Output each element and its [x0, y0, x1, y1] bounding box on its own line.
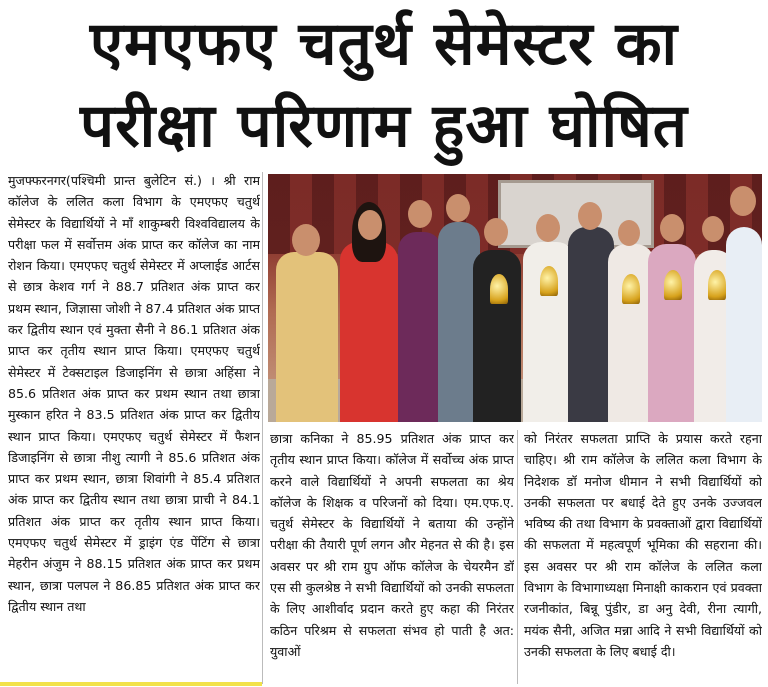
highlight-underline [0, 682, 262, 686]
article-column-3 [524, 428, 762, 686]
article-column-2 [270, 428, 514, 686]
person [726, 227, 762, 422]
trophy-icon [622, 274, 640, 304]
person-head [702, 216, 724, 242]
person-head [660, 214, 684, 242]
trophy-icon [708, 270, 726, 300]
group-photo [268, 174, 762, 422]
headline [0, 0, 768, 170]
column-divider [262, 172, 263, 684]
trophy-icon [664, 270, 682, 300]
person-head [408, 200, 432, 228]
person [340, 242, 398, 422]
article-column-2-text: छात्रा कनिका ने 85.95 प्रतिशत अंक प्राप्त कर तृतीय स्थान प्राप्त किया। कॉलेज में सर्वोच्च अंक प्राप्त करने वाले विद्यार्थियों ने अपनी सफलता का श्रेय कॉलेज के शिक्षक व परिजनों को दिया। एम.एफ.ए. चतुर्थ सेमेस्टर के विद्यार्थियों ने बताया की उन्होंने परीक्षा की तैयारी पूर्ण लगन और मेहनत से की है। इस अवसर पर श्री राम ग्रुप ऑफ कॉलेज के चेयरमैन डॉ एस सी कुलश्रेष्ठ ने सभी विद्यार्थियों को उनकी सफलता के लिए आशीर्वाद प्रदान करते हुए कहा की निरंतर कठिन परिश्रम से सफलता संभव हो पाती है अत: युवाओं [270, 431, 514, 659]
person-head [618, 220, 640, 246]
person-head [292, 224, 320, 256]
person-head [578, 202, 602, 230]
article-column-1-text: मुजफ्फरनगर(पश्चिमी प्रान्त बुलेटिन सं.) । श्री राम कॉलेज के ललित कला विभाग के एमएफए चतुर्थ सेमेस्टर के विद्यार्थियों ने माँ शाकुम्बरी विश्वविद्यालय के परीक्षा फल में सर्वोत्तम अंक प्राप्त कर कॉलेज का नाम रोशन किया। एमएफए चतुर्थ सेमेस्टर में अप्लाईड आर्टस से छात्र केशव गर्ग ने 88.7 प्रतिशत अंक प्राप्त कर प्रथम स्थान, जिज्ञासा जोशी ने 87.4 प्रतिशत अंक प्राप्त कर द्वितीय स्थान एवं मुक्ता सैनी ने 86.1 प्रतिशत अंक प्राप्त कर तृतीय स्थान प्राप्त किया। एमएफए चतुर्थ सेमेस्टर में टेक्सटाइल डिजाइनिंग से छात्रा अहिंसा ने 85.6 प्रतिशत अंक प्राप्त कर प्रथम स्थान तथा छात्रा मुस्कान हरित ने 83.5 प्रतिशत अंक प्राप्त कर द्वितीय स्थान प्राप्त किया। एमएफए चतुर्थ सेमेस्टर में फैशन डिजाइनिंग से छात्रा नीशु त्यागी ने 85.6 प्रतिशत अंक प्राप्त कर प्रथम स्थान, छात्रा शिवांगी ने 85.4 प्रतिशत अंक प्राप्त कर द्वितीय स्थान तथा छात्रा प्राची ने 84.1 प्रतिशत अंक प्राप्त कर तृतीय स्थान प्राप्त किया। एमएफए चतुर्थ सेमेस्टर में ड्राइंग एंड पेंटिंग से छात्रा मेहरीन अंजुम ने 88.15 प्रतिशत अंक प्राप्त कर प्रथम स्थान, छात्रा पलपल ने 86.85 प्रतिशत अंक प्राप्त कर द्वितीय स्थान तथा [8, 173, 260, 614]
headline-line-2: परीक्षा परिणाम हुआ घोषित [80, 91, 688, 161]
person [276, 252, 338, 422]
person-head [484, 218, 508, 246]
article-column-1 [8, 170, 260, 685]
headline-line-1: एमएफए चतुर्थ सेमेस्टर का [89, 9, 679, 79]
person-head [536, 214, 560, 242]
person-head [730, 186, 756, 216]
column-divider [517, 430, 518, 684]
trophy-icon [540, 266, 558, 296]
person-head [358, 210, 382, 240]
person-head [446, 194, 470, 222]
article-column-3-text: को निरंतर सफलता प्राप्ति के प्रयास करते रहना चाहिए। श्री राम कॉलेज के ललित कला विभाग के निदेशक डॉ मनोज धीमान ने सभी विद्यार्थियों को उनकी सफलता पर बधाई देते हुए उनके उज्जवल भविष्य की तथा विभाग के प्रवक्ताओं द्वारा विद्यार्थियों की सफलता में महत्वपूर्ण भूमिका की सहराना की। इस अवसर पर श्री राम कॉलेज के ललित कला विभाग के विभागाध्यक्षा मिनाक्षी काकरान एवं प्रवक्ता रजनीकांत, बिन्नू पुंडीर, डा अनु देवी, रीना त्यागी, मयंक सैनी, अजित मन्ना आदि ने सभी विद्यार्थियों को उनकी सफलता के लिए बधाई दी। [524, 431, 762, 659]
person [398, 232, 442, 422]
trophy-icon [490, 274, 508, 304]
